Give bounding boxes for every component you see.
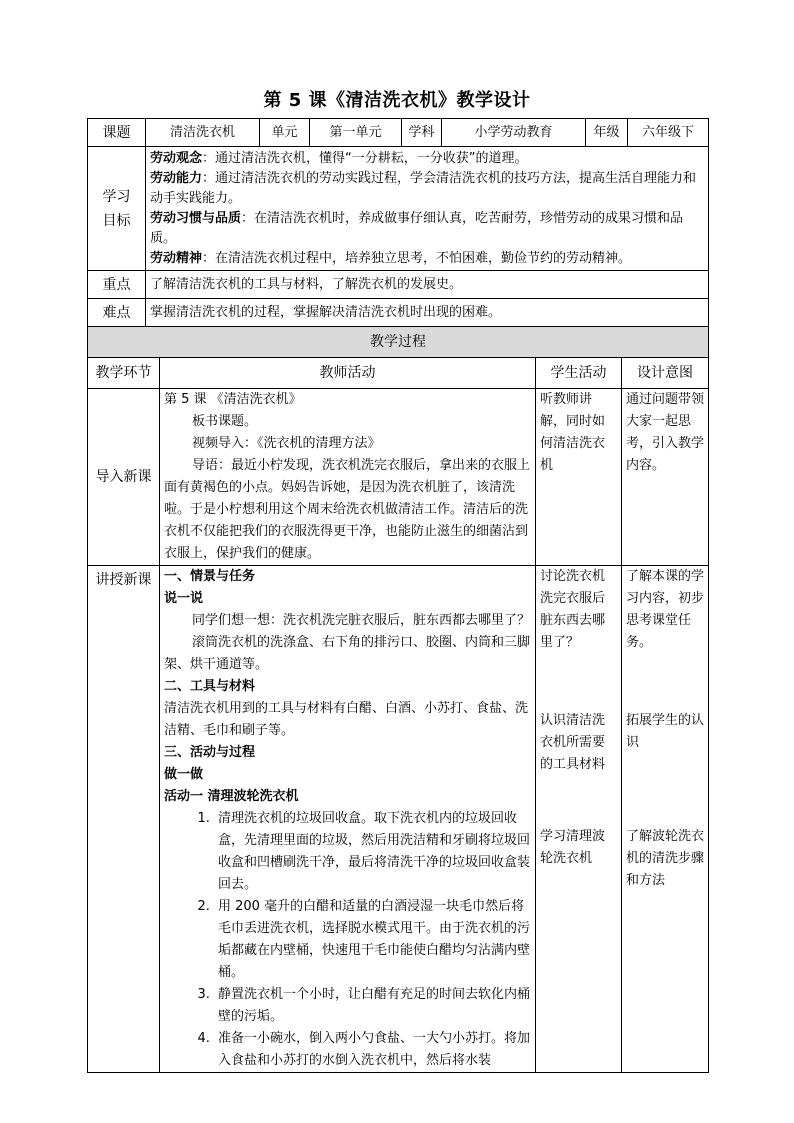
goals-label: 学习目标 [88,147,146,271]
stage-teach: 讲授新课 [88,566,160,1073]
stage-intro: 导入新课 [88,389,160,566]
topic-label: 课题 [88,119,146,147]
step-item: 2. 用 200 毫升的白醋和适量的白酒浸湿一块毛巾然后将毛巾丢进洗衣机，选择脱水模式甩干。由于洗衣机的污垢都藏在内壁桶，快速甩干毛巾能使白醋均匀沾满内壁桶。 [214,896,531,984]
say-heading: 说一说 [164,591,204,606]
goal-item: 劳动能力：通过清洁洗衣机的劳动实践过程，学会清洁洗衣机的技巧方法，提高生活自理能力和动手实践能力。 [150,170,697,206]
goal-item: 劳动习惯与品质：在清洁洗衣机时，养成做事仔细认真，吃苦耐劳，珍惜劳动的成果习惯和品质。 [150,210,684,246]
learning-goals [146,147,709,271]
student-teach: 讨论洗衣机洗完衣服后脏东西去哪里了？ 认识清洁洗衣机所需要的工具材料 学习清理波轮洗衣机 [536,566,622,1073]
do-heading: 做一做 [164,767,204,782]
board-title: 板书课题。 [192,414,258,429]
step-item: 1. 清理洗衣机的垃圾回收盒。取下洗衣机内的垃圾回收盒，先清理里面的垃圾，然后用洗洁精和牙刷将垃圾回收盒和凹槽刷洗干净，最后将清洗干净的垃圾回收盒装回去。 [214,808,531,896]
subject-value: 小学劳动教育 [442,119,586,147]
video-intro: 视频导入：《洗衣机的清理方法》 [192,436,381,451]
teaching-process-table [87,326,709,1073]
key-label: 重点 [88,271,146,299]
grade-label: 年级 [586,119,628,147]
lesson-line: 第 5 课 《清洁洗衣机》 [164,392,302,407]
intent-intro: 通过问题带领大家一起思考，引入教学内容。 [622,389,709,566]
header-stage: 教学环节 [88,358,160,389]
section-activity: 三、活动与过程 [164,745,256,760]
key-points: 了解清洁洗衣机的工具与材料，了解洗衣机的发展史。 [146,271,709,299]
steps-list [164,808,531,1072]
student-intro: 听教师讲解，同时如何清洁洗衣机 [536,389,622,566]
goal-item: 劳动精神：在清洁洗衣机过程中，培养独立思考，不怕困难，勤俭节约的劳动精神。 [150,250,632,266]
activity-one-title: 活动一 清理波轮洗衣机 [164,789,299,804]
intro-guide: 导语：最近小柠发现，洗衣机洗完衣服后，拿出来的衣服上面有黄褐色的小点。妈妈告诉她，是因为洗衣机脏了，该清洗啦。于是小柠想利用这个周末给洗衣机做清洁工作。清洁后的洗衣机不仅能把我们的衣服洗得更干净，也能防止滋生的细菌沾到衣服上，保护我们的健康。 [164,458,531,561]
process-banner: 教学过程 [88,327,709,358]
subject-label: 学科 [402,119,442,147]
lesson-info-table [87,118,709,327]
header-student: 学生活动 [536,358,622,389]
topic-value: 清洁洗衣机 [146,119,260,147]
section-tools: 二、工具与材料 [164,679,256,694]
unit-value: 第一单元 [310,119,402,147]
step-item: 3. 静置洗衣机一个小时，让白醋有充足的时间去软化内桶壁的污垢。 [214,984,531,1028]
teacher-intro [160,389,536,566]
teacher-teach [160,566,536,1073]
tools-text: 清洁洗衣机用到的工具与材料有白醋、白酒、小苏打、食盐、洗洁精、毛巾和刷子等。 [164,701,529,738]
difficulty-points: 掌握清洁洗衣机的过程，掌握解决清洁洗衣机时出现的困难。 [146,299,709,327]
intent-teach: 了解本课的学习内容，初步思考课堂任务。 拓展学生的认识 了解波轮洗衣机的清洗步骤和方法 [622,566,709,1073]
section-scenario: 一、情景与任务 [164,569,256,584]
header-intent: 设计意图 [622,358,709,389]
step-item: 4. 准备一小碗水，倒入两小勺食盐、一大勺小苏打。将加入食盐和小苏打的水倒入洗衣机中，然后将水装 [214,1028,531,1072]
header-teacher: 教师活动 [160,358,536,389]
parts-text: 滚筒洗衣机的洗涤盒、右下角的排污口、胶圈、内筒和三脚架、烘干通道等。 [164,635,531,672]
page-title: 第 5 课《清洁洗衣机》教学设计 [263,90,531,111]
question-text: 同学们想一想：洗衣机洗完脏衣服后，脏东西都去哪里了？ [192,613,531,628]
grade-value: 六年级下 [628,119,709,147]
goal-item: 劳动观念：通过清洁洗衣机，懂得“一分耕耘，一分收获”的道理。 [150,150,528,166]
difficulty-label: 难点 [88,299,146,327]
unit-label: 单元 [260,119,310,147]
